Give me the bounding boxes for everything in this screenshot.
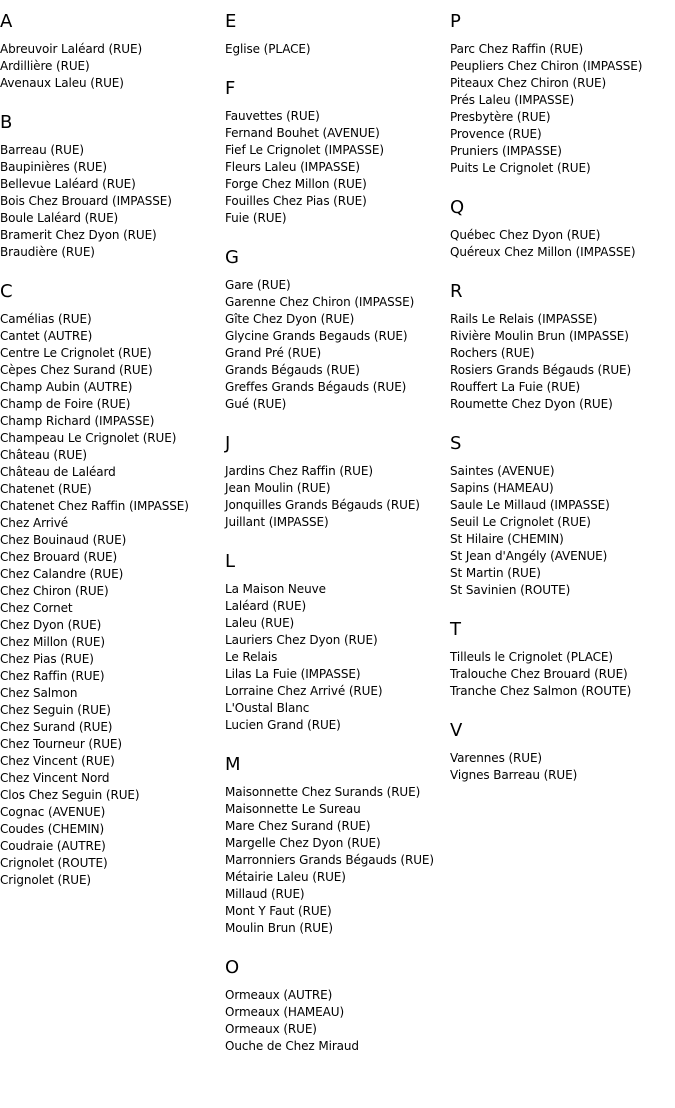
street-item: Cèpes Chez Surand (RUE)	[0, 363, 153, 377]
street-item: Cognac (AVENUE)	[0, 805, 106, 819]
street-item: Fief Le Crignolet (IMPASSE)	[225, 143, 384, 157]
street-item: Champeau Le Crignolet (RUE)	[0, 431, 177, 445]
street-list	[450, 649, 675, 700]
street-item: Clos Chez Seguin (RUE)	[0, 788, 140, 802]
letter-heading: C	[0, 281, 13, 302]
street-list	[450, 311, 675, 413]
letter-heading: Q	[450, 197, 465, 218]
street-item: Château (RUE)	[0, 448, 87, 462]
letter-heading: R	[450, 281, 463, 302]
street-item: Braudière (RUE)	[0, 245, 95, 259]
street-item: Gare (RUE)	[225, 278, 291, 292]
street-item: Marronniers Grands Bégauds (RUE)	[225, 853, 434, 867]
letter-heading: F	[225, 78, 236, 99]
letter-heading: J	[225, 433, 231, 454]
street-item: Tralouche Chez Brouard (RUE)	[450, 667, 628, 681]
street-item: L'Oustal Blanc	[225, 701, 310, 715]
street-item: Quéreux Chez Millon (IMPASSE)	[450, 245, 636, 259]
street-item: Chez Seguin (RUE)	[0, 703, 111, 717]
street-item: Chez Vincent Nord	[0, 771, 110, 785]
street-item: Chez Chiron (RUE)	[0, 584, 109, 598]
letter-group	[450, 11, 675, 177]
street-item: Camélias (RUE)	[0, 312, 92, 326]
letter-group	[450, 197, 675, 261]
letter-group	[225, 11, 450, 58]
street-item: St Martin (RUE)	[450, 566, 541, 580]
street-item: Champ Aubin (AUTRE)	[0, 380, 133, 394]
street-item: Chatenet (RUE)	[0, 482, 92, 496]
street-item: Grands Bégauds (RUE)	[225, 363, 360, 377]
street-item: Fernand Bouhet (AVENUE)	[225, 126, 380, 140]
street-item: St Savinien (ROUTE)	[450, 583, 571, 597]
street-item: Rosiers Grands Bégauds (RUE)	[450, 363, 632, 377]
street-item: Chez Raffin (RUE)	[0, 669, 105, 683]
street-item: Glycine Grands Begauds (RUE)	[225, 329, 408, 343]
street-item: Parc Chez Raffin (RUE)	[450, 42, 584, 56]
street-item: Crignolet (ROUTE)	[0, 856, 108, 870]
letter-heading: P	[450, 11, 461, 32]
letter-heading: V	[450, 720, 463, 741]
street-item: Château de Laléard	[0, 465, 116, 479]
street-item: Lilas La Fuie (IMPASSE)	[225, 667, 361, 681]
street-item: Maisonnette Le Sureau	[225, 802, 361, 816]
letter-heading: A	[0, 11, 13, 32]
street-item: Moulin Brun (RUE)	[225, 921, 333, 935]
street-item: Pruniers (IMPASSE)	[450, 144, 562, 158]
street-list	[0, 41, 225, 92]
street-item: Peupliers Chez Chiron (IMPASSE)	[450, 59, 643, 73]
street-item: Chez Salmon	[0, 686, 78, 700]
street-item: Chez Calandre (RUE)	[0, 567, 124, 581]
street-item: Rouffert La Fuie (RUE)	[450, 380, 581, 394]
street-item: Mare Chez Surand (RUE)	[225, 819, 371, 833]
street-item: Chez Arrivé	[0, 516, 69, 530]
street-list	[225, 581, 450, 734]
street-item: Eglise (PLACE)	[225, 42, 311, 56]
street-item: Millaud (RUE)	[225, 887, 305, 901]
street-list	[450, 227, 675, 261]
street-item: Provence (RUE)	[450, 127, 542, 141]
street-item: Boule Laléard (RUE)	[0, 211, 119, 225]
street-item: Roumette Chez Dyon (RUE)	[450, 397, 613, 411]
street-item: Gîte Chez Dyon (RUE)	[225, 312, 355, 326]
letter-group	[0, 11, 225, 92]
letter-heading: T	[450, 619, 461, 640]
street-list	[0, 311, 225, 889]
street-item: Jonquilles Grands Bégauds (RUE)	[225, 498, 420, 512]
street-item: Margelle Chez Dyon (RUE)	[225, 836, 381, 850]
street-item: Chez Surand (RUE)	[0, 720, 113, 734]
street-item: Ouche de Chez Miraud	[225, 1039, 359, 1053]
street-item: Jardins Chez Raffin (RUE)	[225, 464, 373, 478]
letter-group	[225, 78, 450, 227]
street-item: Garenne Chez Chiron (IMPASSE)	[225, 295, 415, 309]
letter-heading: E	[225, 11, 237, 32]
street-item: Barreau (RUE)	[0, 143, 84, 157]
street-item: Métairie Laleu (RUE)	[225, 870, 346, 884]
street-item: Fouilles Chez Pias (RUE)	[225, 194, 367, 208]
street-list	[450, 41, 675, 177]
street-item: Avenaux Laleu (RUE)	[0, 76, 124, 90]
letter-heading: B	[0, 112, 13, 133]
letter-group	[0, 112, 225, 261]
street-item: St Jean d'Angély (AVENUE)	[450, 549, 608, 563]
street-item: Jean Moulin (RUE)	[225, 481, 331, 495]
street-item: Tilleuls le Crignolet (PLACE)	[450, 650, 613, 664]
street-item: Ardillière (RUE)	[0, 59, 90, 73]
letter-heading: O	[225, 957, 240, 978]
street-list	[225, 41, 450, 58]
street-item: Fauvettes (RUE)	[225, 109, 320, 123]
street-item: Chez Dyon (RUE)	[0, 618, 102, 632]
letter-group	[225, 754, 450, 937]
street-list	[225, 277, 450, 413]
street-item: Laleu (RUE)	[225, 616, 295, 630]
street-item: Saule Le Millaud (IMPASSE)	[450, 498, 610, 512]
street-item: Chatenet Chez Raffin (IMPASSE)	[0, 499, 189, 513]
street-item: Fleurs Laleu (IMPASSE)	[225, 160, 360, 174]
street-item: Bois Chez Brouard (IMPASSE)	[0, 194, 172, 208]
street-item: Bramerit Chez Dyon (RUE)	[0, 228, 157, 242]
letter-heading: G	[225, 247, 239, 268]
street-item: Forge Chez Millon (RUE)	[225, 177, 367, 191]
street-item: Tranche Chez Salmon (ROUTE)	[450, 684, 632, 698]
street-item: Cantet (AUTRE)	[0, 329, 93, 343]
letter-heading: L	[225, 551, 236, 572]
street-item: Juillant (IMPASSE)	[225, 515, 329, 529]
street-list	[0, 142, 225, 261]
street-item: Québec Chez Dyon (RUE)	[450, 228, 601, 242]
street-item: Presbytère (RUE)	[450, 110, 551, 124]
street-item: Chez Tourneur (RUE)	[0, 737, 122, 751]
street-item: Champ Richard (IMPASSE)	[0, 414, 155, 428]
letter-group	[450, 281, 675, 413]
letter-group	[225, 247, 450, 413]
street-item: Centre Le Crignolet (RUE)	[0, 346, 152, 360]
street-list	[225, 108, 450, 227]
street-item: Fuie (RUE)	[225, 211, 287, 225]
street-item: Coudraie (AUTRE)	[0, 839, 106, 853]
street-item: Greffes Grands Bégauds (RUE)	[225, 380, 407, 394]
street-item: Chez Pias (RUE)	[0, 652, 94, 666]
street-list	[225, 987, 450, 1055]
street-item: Abreuvoir Laléard (RUE)	[0, 42, 143, 56]
street-item: Crignolet (RUE)	[0, 873, 92, 887]
street-list	[225, 784, 450, 937]
street-list	[225, 463, 450, 531]
letter-group	[450, 619, 675, 700]
street-item: Saintes (AVENUE)	[450, 464, 555, 478]
street-item: Bellevue Laléard (RUE)	[0, 177, 136, 191]
letter-group	[450, 433, 675, 599]
street-item: Chez Millon (RUE)	[0, 635, 105, 649]
street-item: Champ de Foire (RUE)	[0, 397, 131, 411]
letter-group	[0, 281, 225, 889]
street-item: Chez Brouard (RUE)	[0, 550, 118, 564]
street-item: Laléard (RUE)	[225, 599, 307, 613]
street-item: Mont Y Faut (RUE)	[225, 904, 332, 918]
letter-group	[225, 433, 450, 531]
street-item: Ormeaux (RUE)	[225, 1022, 317, 1036]
letter-heading: M	[225, 754, 241, 775]
street-item: Prés Laleu (IMPASSE)	[450, 93, 575, 107]
street-column	[450, 0, 675, 804]
street-item: Lauriers Chez Dyon (RUE)	[225, 633, 378, 647]
street-item: Varennes (RUE)	[450, 751, 543, 765]
street-item: Piteaux Chez Chiron (RUE)	[450, 76, 607, 90]
street-column	[225, 0, 450, 1075]
street-item: Maisonnette Chez Surands (RUE)	[225, 785, 421, 799]
street-item: Ormeaux (AUTRE)	[225, 988, 333, 1002]
letter-heading: S	[450, 433, 462, 454]
street-list	[450, 463, 675, 599]
street-item: Sapins (HAMEAU)	[450, 481, 554, 495]
street-column	[0, 0, 225, 909]
street-item: Rivière Moulin Brun (IMPASSE)	[450, 329, 629, 343]
street-item: Grand Pré (RUE)	[225, 346, 322, 360]
street-item: Gué (RUE)	[225, 397, 287, 411]
street-item: Le Relais	[225, 650, 278, 664]
street-item: Vignes Barreau (RUE)	[450, 768, 578, 782]
street-item: Ormeaux (HAMEAU)	[225, 1005, 345, 1019]
street-item: Rails Le Relais (IMPASSE)	[450, 312, 598, 326]
street-item: Lorraine Chez Arrivé (RUE)	[225, 684, 383, 698]
street-item: Chez Cornet	[0, 601, 73, 615]
street-item: Coudes (CHEMIN)	[0, 822, 105, 836]
letter-group	[225, 551, 450, 734]
street-item: Rochers (RUE)	[450, 346, 535, 360]
street-item: St Hilaire (CHEMIN)	[450, 532, 564, 546]
street-list	[450, 750, 675, 784]
street-item: Seuil Le Crignolet (RUE)	[450, 515, 591, 529]
letter-group	[225, 957, 450, 1055]
street-item: La Maison Neuve	[225, 582, 326, 596]
street-item: Puits Le Crignolet (RUE)	[450, 161, 591, 175]
letter-group	[450, 720, 675, 784]
street-item: Lucien Grand (RUE)	[225, 718, 341, 732]
street-item: Chez Vincent (RUE)	[0, 754, 115, 768]
street-item: Baupinières (RUE)	[0, 160, 107, 174]
street-item: Chez Bouinaud (RUE)	[0, 533, 127, 547]
